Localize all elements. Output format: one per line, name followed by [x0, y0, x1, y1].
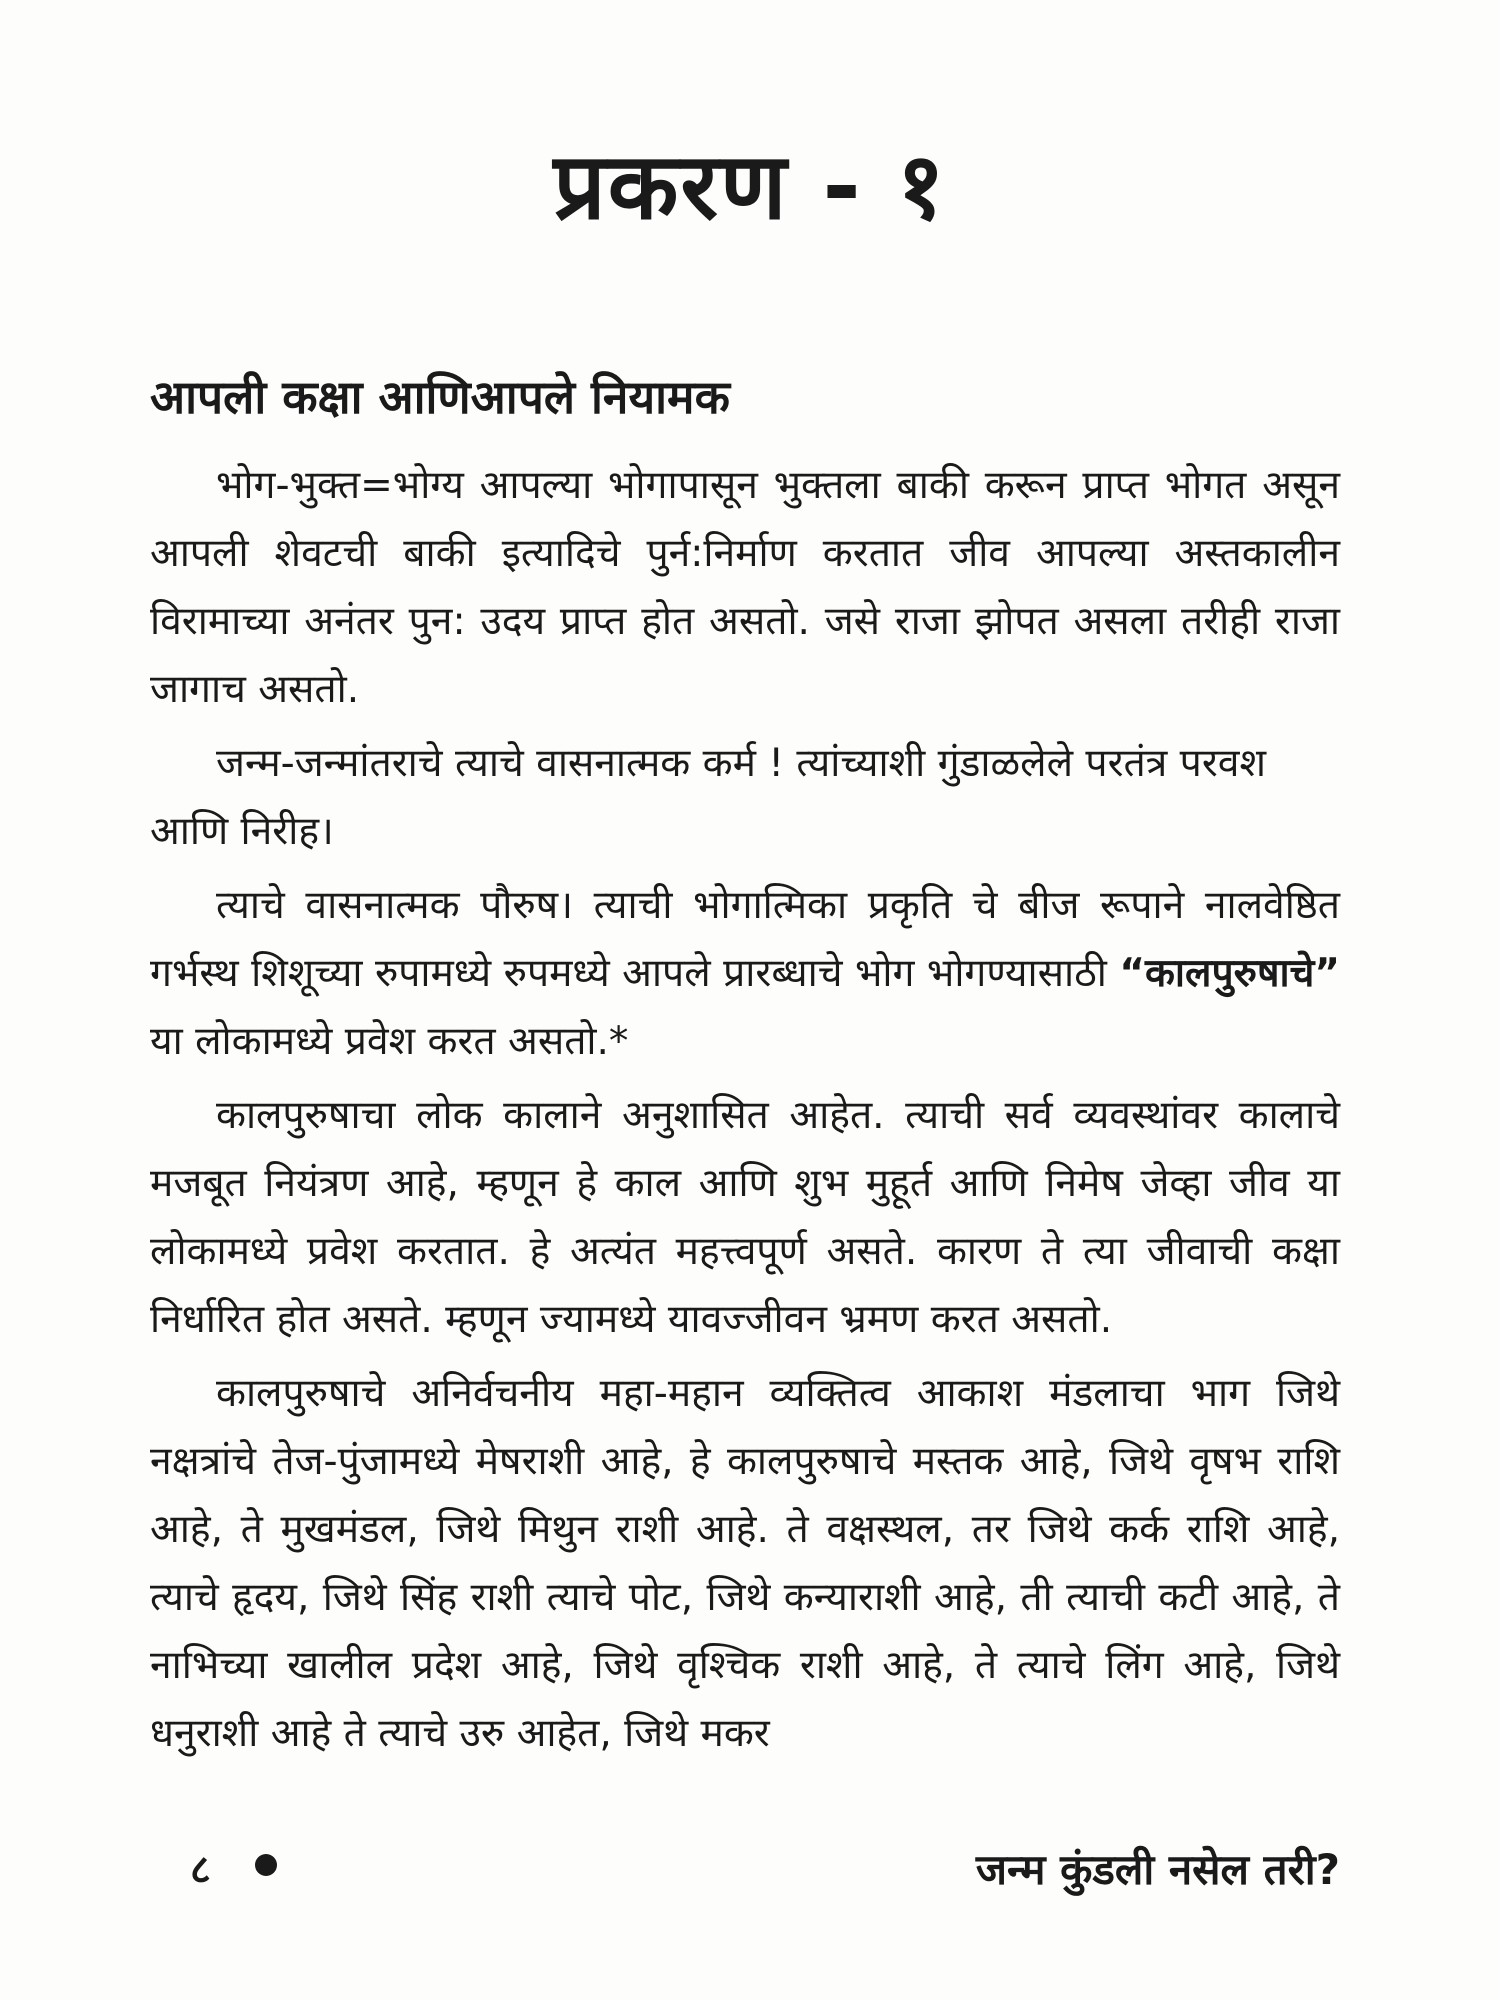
section-heading: आपली कक्षा आणिआपले नियामक — [150, 370, 730, 424]
body-text — [150, 452, 1340, 1774]
paragraph-1: भोग-भुक्त=भोग्य आपल्या भोगापासून भुक्तला बाकी करून प्राप्त भोगत असून आपली शेवटची बाकी इत्यादिचे पुर्न:निर्माण करतात जीव आपल्या अस्तकालीन विरामाच्या अनंतर पुन: उदय प्राप्त होत असतो. जसे राजा झोपत असला तरीही राजा जागाच असतो. — [150, 463, 1340, 712]
paragraph-3-text-a: त्याचे वासनात्मक पौरुष। त्याची भोगात्मिका प्रकृति चे बीज रूपाने नालवेष्ठित गर्भस्थ शिशूच्या रुपामध्ये रुपमध्ये आपले प्रारब्धाचे भोग भोगण्यासाठी — [150, 883, 1340, 996]
paragraph-4: कालपुरुषाचा लोक कालाने अनुशासित आहेत. त्याची सर्व व्यवस्थांवर कालाचे मजबूत नियंत्रण आहे, म्हणून हे काल आणि शुभ मुहूर्त आणि निमेष जेव्हा जीव या लोकामध्ये प्रवेश करतात. हे अत्यंत महत्त्वपूर्ण असते. कारण ते त्या जीवाची कक्षा निर्धारित होत असते. म्हणून ज्यामध्ये यावज्जीवन भ्रमण करत असतो. — [150, 1093, 1340, 1342]
paragraph-3 — [150, 872, 1340, 1076]
page-footer — [190, 1840, 1340, 1900]
chapter-title: प्रकरण - १ — [553, 133, 947, 240]
page-number: ८ — [190, 1847, 211, 1893]
paragraph-2: जन्म-जन्मांतराचे त्याचे वासनात्मक कर्म ! त्यांच्याशी गुंडाळलेले परतंत्र परवश आणि निरीह। — [150, 741, 1266, 854]
running-book-title: जन्म कुंडली नसेल तरी? — [975, 1845, 1340, 1894]
paragraph-3-text-b: या लोकामध्ये प्रवेश करत असतो.* — [150, 1019, 629, 1064]
paragraph-5: कालपुरुषाचे अनिर्वचनीय महा-महान व्यक्तित्व आकाश मंडलाचा भाग जिथे नक्षत्रांचे तेज-पुंजामध्ये मेषराशी आहे, हे कालपुरुषाचे मस्तक आहे, जिथे वृषभ राशि आहे, ते मुखमंडल, जिथे मिथुन राशी आहे. ते वक्षस्थल, तर जिथे कर्क राशि आहे, त्याचे हृदय, जिथे सिंह राशी त्याचे पोट, जिथे कन्याराशी आहे, ती त्याची कटी आहे, ते नाभिच्या खालील प्रदेश आहे, जिथे वृश्चिक राशी आहे, ते त्याचे लिंग आहे, जिथे धनुराशी आहे ते त्याचे उरु आहेत, जिथे मकर — [150, 1371, 1340, 1756]
bullet-dot-icon — [255, 1854, 277, 1876]
kalpurusha-emphasis: “कालपुरुषाचे” — [1119, 951, 1340, 996]
